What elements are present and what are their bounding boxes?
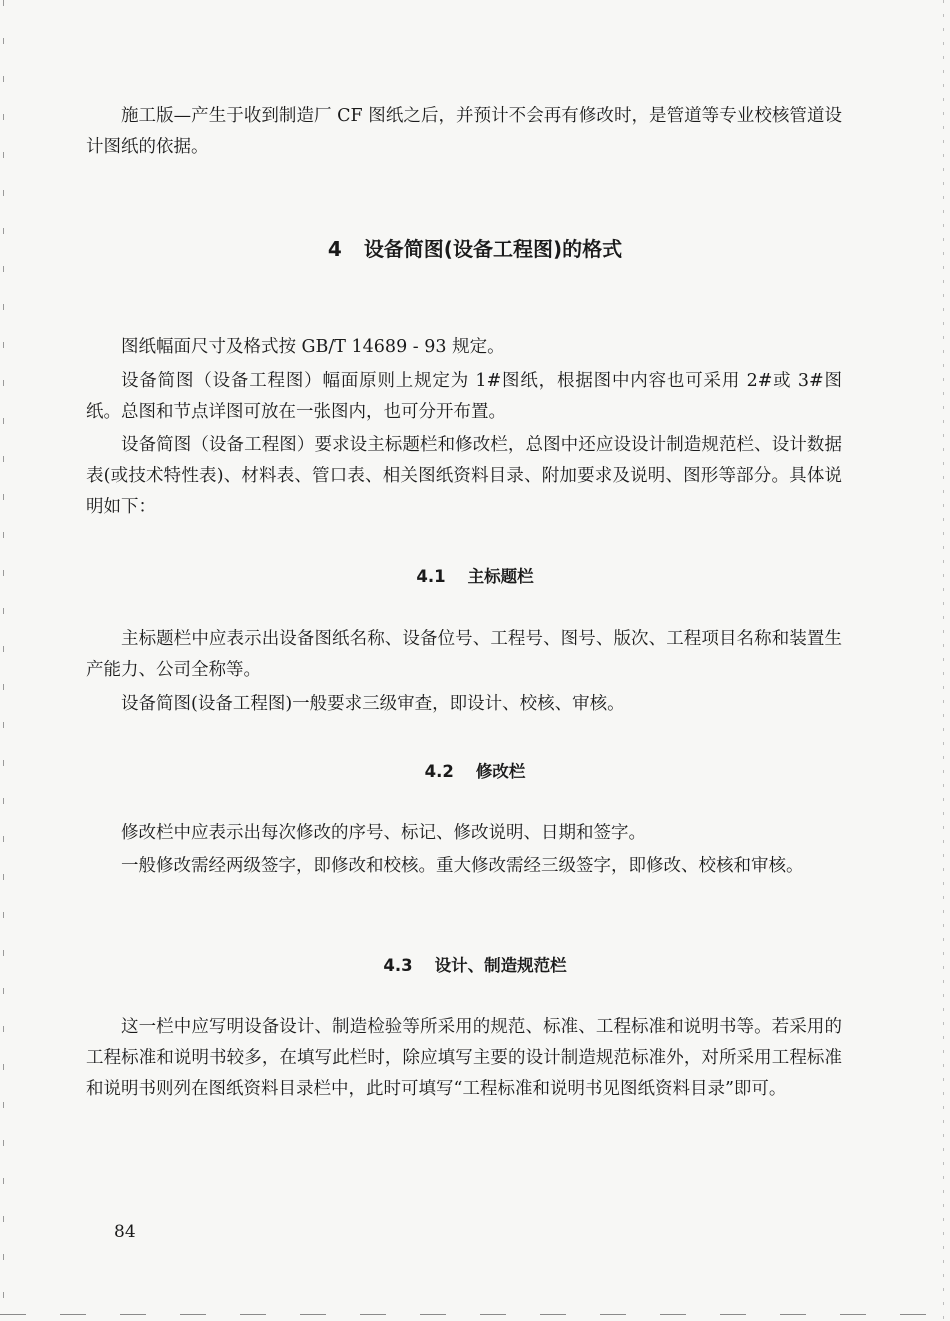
section-4-1-title: 主标题栏 — [467, 567, 534, 586]
section-4-1-heading — [0, 563, 950, 587]
section-4-3-title: 设计、制造规范栏 — [434, 956, 567, 975]
intro-paragraph: 施工版—产生于收到制造厂 CF 图纸之后，并预计不会再有修改时，是管道等专业校核管道设计图纸的依据。 — [86, 106, 842, 157]
section-4-2-paragraph-2: 一般修改需经两级签字，即修改和校核。重大修改需经三级签字，即修改、校核和审核。 — [121, 856, 804, 876]
scan-edge-right — [943, 0, 944, 1321]
section-4-paragraph-1: 图纸幅面尺寸及格式按 GB/T 14689 - 93 规定。 — [121, 337, 505, 357]
section-4-2-number: 4.2 — [424, 762, 454, 781]
section-4-number: 4 — [327, 237, 342, 261]
section-4-heading — [0, 233, 950, 262]
section-4-2-heading — [0, 758, 950, 782]
section-4-2-title: 修改栏 — [475, 762, 526, 781]
section-4-paragraph-2: 设备简图（设备工程图）幅面原则上规定为 1#图纸，根据图中内容也可采用 2#或 3#图纸。总图和节点详图可放在一张图内，也可分开布置。 — [86, 371, 842, 422]
page-number: 84 — [114, 1222, 136, 1242]
section-4-3-heading — [0, 952, 950, 976]
section-4-3-number: 4.3 — [383, 956, 413, 975]
section-4-3-paragraph-1: 这一栏中应写明设备设计、制造检验等所采用的规范、标准、工程标准和说明书等。若采用的工程标准和说明书较多，在填写此栏时，除应填写主要的设计制造规范标准外，对所采用工程标准和说明书则列在图纸资料目录栏中，此时可填写“工程标准和说明书见图纸资料目录”即可。 — [86, 1017, 842, 1099]
section-4-paragraph-3: 设备简图（设备工程图）要求设主标题栏和修改栏，总图中还应设设计制造规范栏、设计数据表(或技术特性表)、材料表、管口表、相关图纸资料目录、附加要求及说明、图形等部分。具体说明如下： — [86, 435, 842, 517]
section-4-1-paragraph-2: 设备简图(设备工程图)一般要求三级审查，即设计、校核、审核。 — [121, 694, 625, 714]
scan-edge-left — [3, 0, 4, 1321]
section-4-1-paragraph-1: 主标题栏中应表示出设备图纸名称、设备位号、工程号、图号、版次、工程项目名称和装置生产能力、公司全称等。 — [86, 629, 842, 680]
scan-edge-bottom — [0, 1314, 950, 1315]
section-4-title: 设备简图(设备工程图)的格式 — [363, 237, 623, 261]
section-4-2-paragraph-1: 修改栏中应表示出每次修改的序号、标记、修改说明、日期和签字。 — [121, 823, 646, 843]
section-4-1-number: 4.1 — [416, 567, 446, 586]
